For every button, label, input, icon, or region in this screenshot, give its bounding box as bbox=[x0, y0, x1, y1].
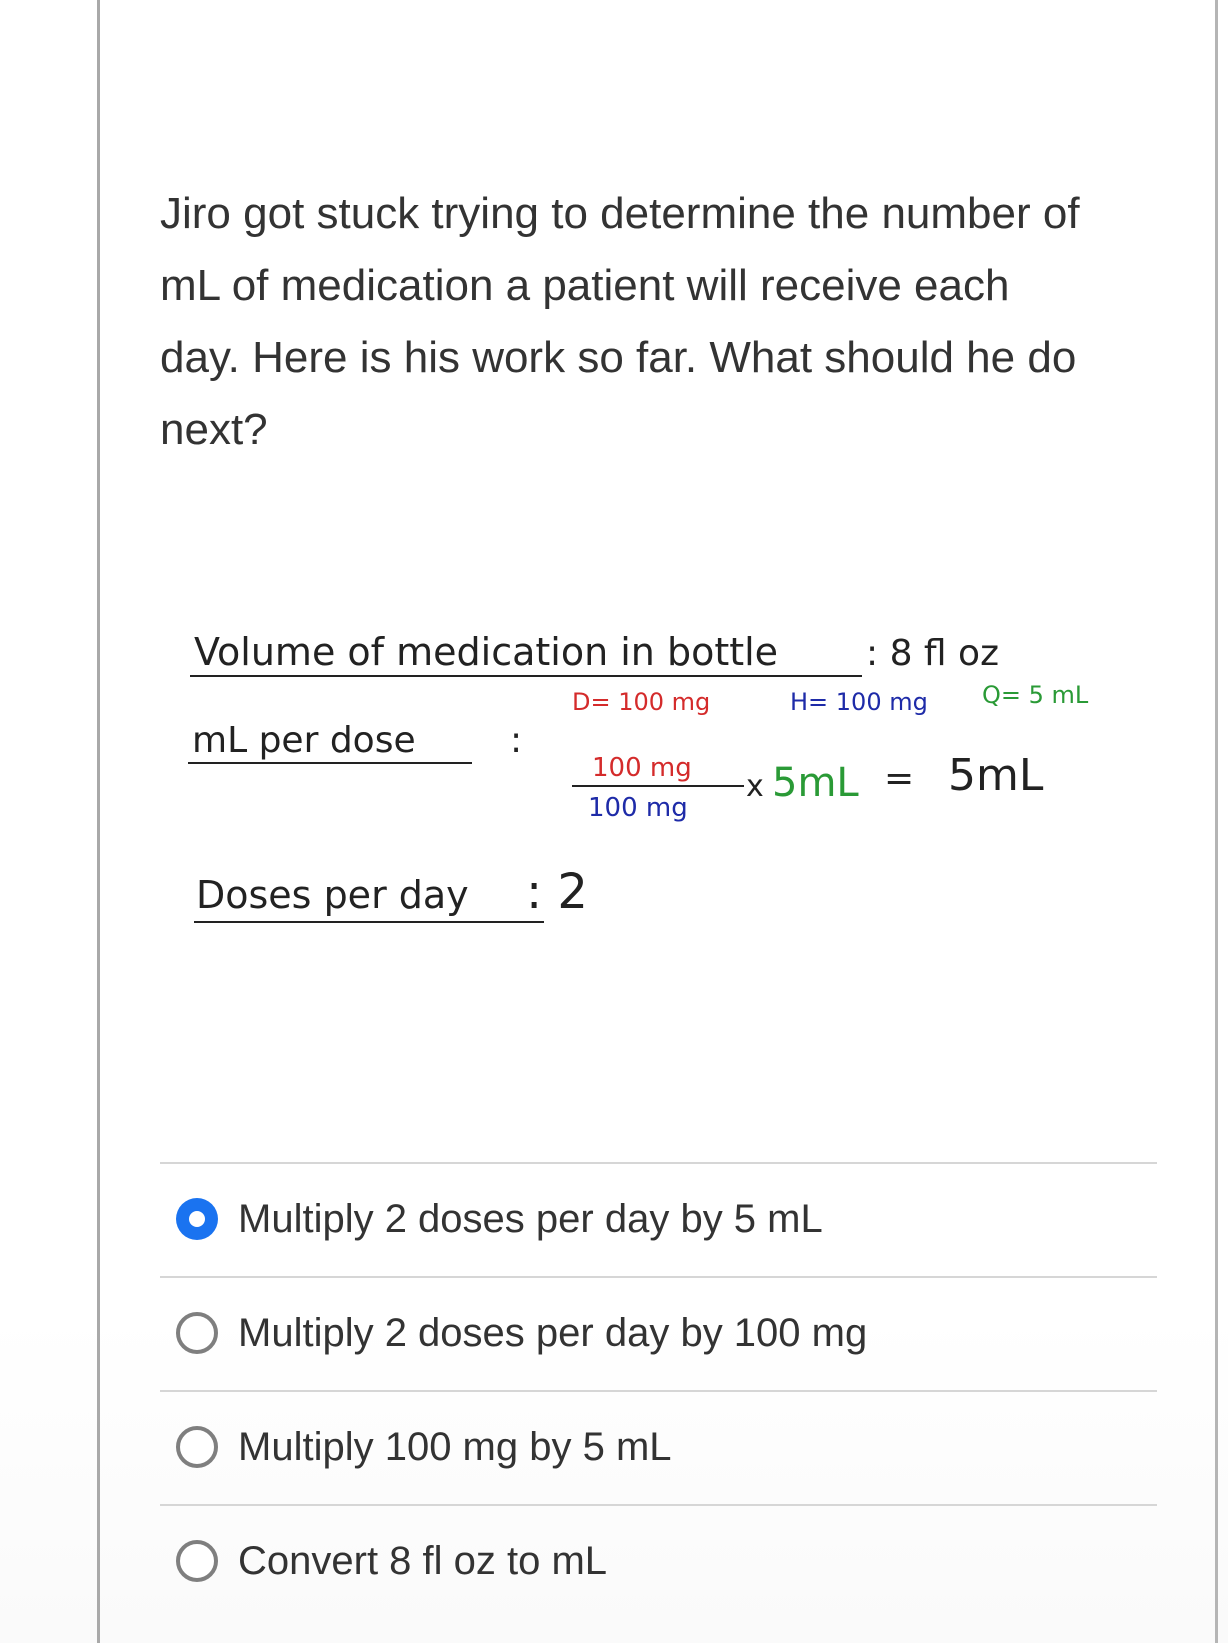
left-border bbox=[97, 0, 100, 1643]
question-line: next? bbox=[160, 405, 268, 454]
formula-q: Q= 5 mL bbox=[982, 681, 1089, 709]
answer-option-label: Multiply 100 mg by 5 mL bbox=[238, 1424, 672, 1469]
radio-unselected-icon[interactable] bbox=[176, 1426, 218, 1468]
dose-colon: : bbox=[510, 720, 523, 761]
equals-sign: = bbox=[884, 758, 915, 799]
answer-option-label: Convert 8 fl oz to mL bbox=[238, 1538, 608, 1583]
option-divider bbox=[160, 1162, 1157, 1164]
answer-option-label: Multiply 2 doses per day by 100 mg bbox=[238, 1310, 868, 1355]
doses-label: Doses per day bbox=[196, 873, 469, 917]
dose-label: mL per dose bbox=[192, 720, 416, 761]
volume-label: Volume of medication in bottle bbox=[194, 630, 779, 674]
radio-unselected-icon[interactable] bbox=[176, 1312, 218, 1354]
option-divider bbox=[160, 1390, 1157, 1392]
answer-option[interactable] bbox=[160, 1397, 1157, 1497]
question-line: mL of medication a patient will receive each bbox=[160, 261, 1010, 310]
fraction-numerator: 100 mg bbox=[592, 753, 692, 783]
question-line: Jiro got stuck trying to determine the number of bbox=[160, 189, 1080, 238]
option-divider bbox=[160, 1504, 1157, 1506]
doses-value: : 2 bbox=[526, 864, 588, 920]
handwritten-work-svg bbox=[180, 600, 1160, 960]
question-line: day. Here is his work so far. What should he do bbox=[160, 333, 1077, 382]
times-value: 5mL bbox=[772, 760, 859, 806]
formula-h: H= 100 mg bbox=[790, 688, 928, 716]
fraction-denominator: 100 mg bbox=[588, 793, 688, 823]
volume-value: : 8 fl oz bbox=[866, 633, 999, 674]
right-border bbox=[1215, 0, 1218, 1643]
radio-unselected-icon[interactable] bbox=[176, 1540, 218, 1582]
radio-selected-icon[interactable] bbox=[176, 1198, 218, 1240]
answer-option[interactable] bbox=[160, 1511, 1157, 1611]
times-sign: x bbox=[746, 769, 764, 804]
result-value: 5mL bbox=[948, 750, 1044, 801]
formula-d: D= 100 mg bbox=[572, 688, 711, 716]
answer-option-label: Multiply 2 doses per day by 5 mL bbox=[238, 1196, 823, 1241]
question-text bbox=[160, 178, 1160, 466]
answer-option[interactable] bbox=[160, 1283, 1157, 1383]
answer-option[interactable] bbox=[160, 1169, 1157, 1269]
handwritten-work bbox=[180, 600, 1160, 960]
option-divider bbox=[160, 1276, 1157, 1278]
